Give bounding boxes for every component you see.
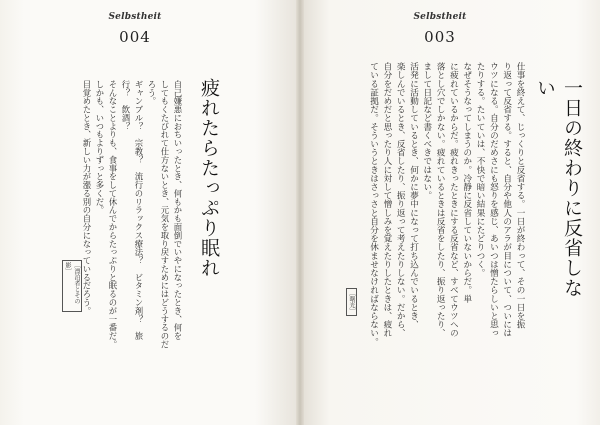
left-page-title: 疲れたらたっぷり眠れ <box>198 78 220 278</box>
right-page-title: 一日の終わりに反省しない <box>534 78 583 298</box>
right-page-source-note: ［曙光］ <box>348 290 355 314</box>
left-page-header: Selbstheit <box>108 12 162 22</box>
book-gutter <box>296 0 304 425</box>
left-page-body: 自己嫌悪におちいったとき、何もかも面倒でいやになったとき、何を してもくたびれて仕方ないとき、元気を取り戻すためにはどうするのだ ろう。 ギャンブル？ 宗教？ 流行のリラックス療法？ ビタミン剤？ 旅 行？ 飲酒？ そんなことよりも、食事をして休んでからたっぷりと眠るのが一番だ。 しかも、いつもよりずっと多くだ。 目覚めたとき、新しい力が漲る別の自分になっているだろう。 <box>81 80 183 349</box>
right-page <box>300 0 600 425</box>
left-page-source-note: ［漂泊者とその影］ <box>62 260 82 312</box>
right-page-header: Selbstheit <box>413 12 467 22</box>
right-page-body: 仕事を終えて、じっくりと反省する。一日が終わって、その一日を振 り返って反省する。すると、自分や他人のアラが目について、ついには ウツになる。自分のだめさにも怒りを感じ、あいつは憎たらしいと思っ たりする。たいていは、不快で暗い結果にたどりつく。 なぜそうなってしまうのか。冷静に反省していないからだ。単 に疲れているからだ。疲れきったときにする反省など、すべてウツへの 落とし穴でしかない。疲れているときは反省をしたり、振り返ったり、 まして日記など書くべきではない。 活発に活動しているとき、何かに夢中になって打ち込んでいるとき、 楽しんでいるとき、反省したり、振り返って考えたりしない。だから、 自分をだめだと思ったり人に対して憎しみを覚えたりしたときは、疲れ ている証拠だ。そういうときはさっさと自分を休ませなければならない。 <box>368 62 525 346</box>
right-page-number: 003 <box>424 28 456 46</box>
left-page-number: 004 <box>119 28 151 46</box>
